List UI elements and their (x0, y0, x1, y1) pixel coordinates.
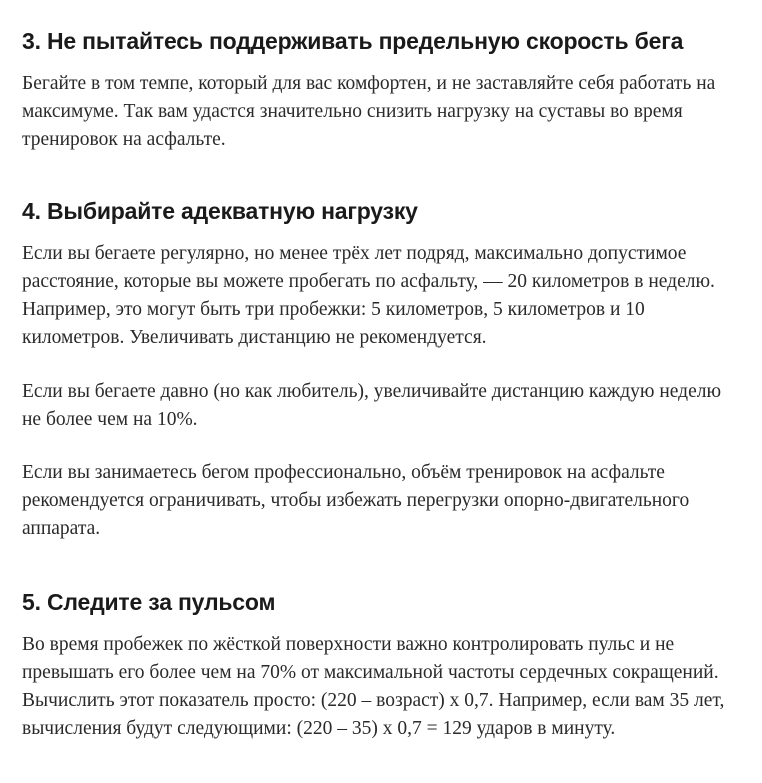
paragraph-pace: Бегайте в том темпе, который для вас комфортен, и не заставляйте себя работать на максимуме. Так вам удастся значительно снизить нагрузку на суставы во время тренировок на асфальте. (22, 73, 716, 150)
paragraph-load-professional: Если вы занимаетесь бегом профессионально, объём тренировок на асфальте рекомендуется ограничивать, чтобы избежать перегрузки опорно-двигательного аппарата. (22, 462, 690, 539)
paragraph-load-amateur: Если вы бегаете давно (но как любитель), увеличивайте дистанцию каждую неделю не более чем на 10%. (22, 381, 722, 430)
paragraph-pulse: Во время пробежек по жёсткой поверхности важно контролировать пульс и не превышать его более чем на 70% от максимальной частоты сердечных сокращений. Вычислить этот показатель просто: (220 – возраст) х 0,7. Например, если вам 35 лет, вычисления будут следующими: (220 – 35) х 0,7 = 129 ударов в минуту. (22, 634, 725, 739)
section-heading-pulse: 5. Следите за пульсом (22, 589, 276, 615)
paragraph-load-regular: Если вы бегаете регулярно, но менее трёх лет подряд, максимально допустимое расстояние, которые вы можете пробегать по асфальту, — 20 километров в неделю. Например, это могут быть три пробежки: 5 километров, 5 километров и 10 километров. Увеличивать дистанцию не рекомендуется. (22, 243, 715, 348)
section-heading-pace: 3. Не пытайтесь поддерживать предельную скорость бега (22, 28, 684, 54)
section-heading-load: 4. Выбирайте адекватную нагрузку (22, 198, 418, 224)
